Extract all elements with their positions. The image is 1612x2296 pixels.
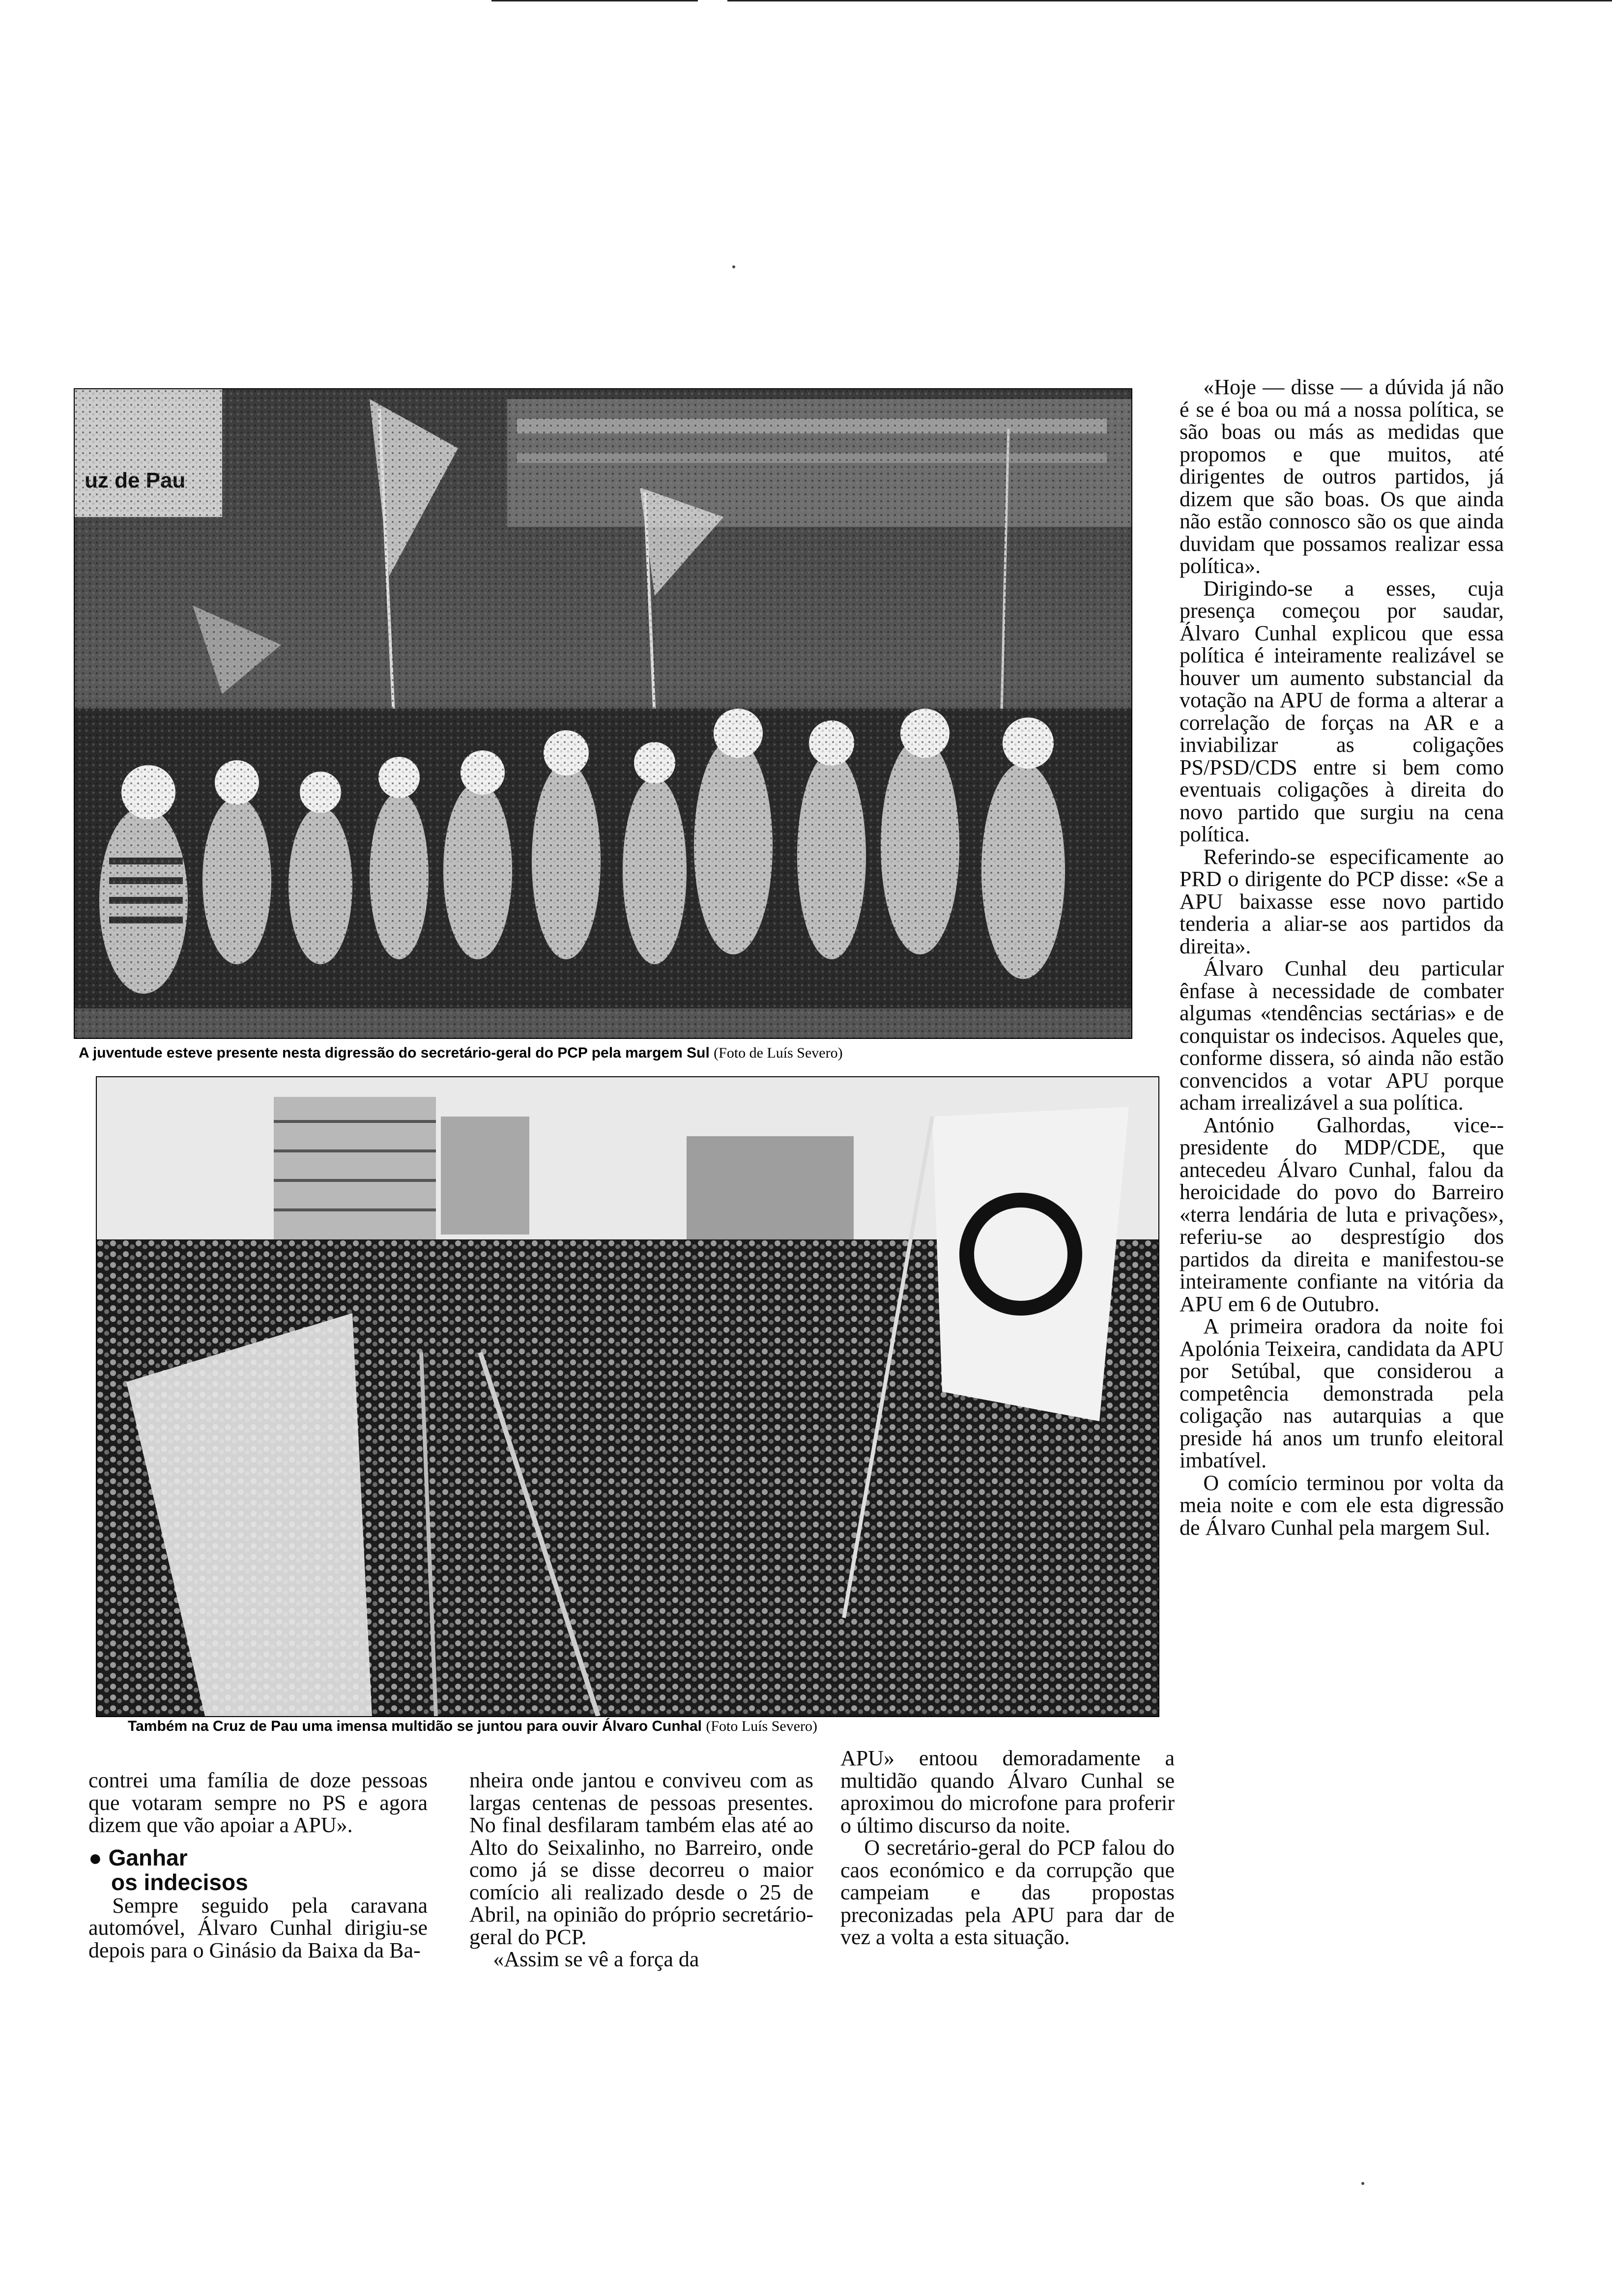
subhead-ganhar xyxy=(88,1845,428,1894)
photo-youth-march xyxy=(74,388,1132,1039)
crowd-photo-image xyxy=(75,389,1131,1038)
photo-1-credit: (Foto de Luís Severo) xyxy=(714,1045,843,1061)
article-column-2 xyxy=(469,1769,813,1971)
col4-paragraph-7: O comício terminou por volta da meia noite e com ele esta digressão de Álvaro Cunhal pela margem Sul. xyxy=(1180,1470,1504,1540)
col2-paragraph-1: nheira onde jantou e conviveu com as largas centenas de pessoas presentes. No final desfilaram também elas até ao Alto do Seixalinho, no Barreiro, onde como já se disse decorreu o maior comício ali realizado desde o 25 de Abril, na opinião do próprio secretário-geral do PCP. xyxy=(469,1768,813,1949)
col4-paragraph-6: A primeira oradora da noite foi Apolónia Teixeira, candidata da APU por Setúbal, que considerou a competência demonstrada pela coligação nas autarquias a que preside há anos um trunfo eleitoral imbatível. xyxy=(1180,1314,1504,1472)
article-column-3 xyxy=(840,1747,1175,1949)
rally-photo-image xyxy=(97,1077,1158,1716)
col2-paragraph-2: «Assim se vê a força da xyxy=(493,1947,699,1971)
col1-paragraph-2: Sempre seguido pela caravana automóvel, Álvaro Cunhal dirigiu-se depois para o Ginásio da Baixa da Ba- xyxy=(88,1893,428,1962)
col4-paragraph-1: «Hoje — disse — a dúvida já não é se é boa ou má a nossa política, se são boas ou más as medidas que propomos e que muitos, até dirigentes de outros partidos, já dizem que são boas. Os que ainda não estão connosco são os que ainda duvidam que possamos realizar essa política». xyxy=(1180,375,1504,578)
article-column-4 xyxy=(1180,376,1504,1539)
subhead-line-1: Ganhar xyxy=(108,1844,188,1870)
photo-1-caption-text: A juventude esteve presente nesta digressão do secretário-geral do PCP pela margem Sul xyxy=(79,1045,710,1061)
col3-paragraph-1: APU» entoou demoradamente a multidão quando Álvaro Cunhal se aproximou do microfone para proferir o último discurso da noite. xyxy=(840,1746,1175,1837)
photo-1-caption xyxy=(79,1044,843,1062)
scan-speck xyxy=(1361,2182,1364,2185)
photo-crowd-rally xyxy=(96,1076,1159,1717)
subhead-line-2: os indecisos xyxy=(111,1869,248,1895)
photo-2-caption xyxy=(128,1718,817,1735)
col4-paragraph-4: Álvaro Cunhal deu particular ênfase à necessidade de combater algumas «tendências sectárias» e de conquistar os indecisos. Aqueles que, conforme dissera, só ainda não estão convencidos a votar APU porque acham irrealizável a sua política. xyxy=(1180,956,1504,1115)
subhead-bullet-icon: ● xyxy=(88,1844,102,1870)
article-column-1 xyxy=(88,1769,428,1961)
col4-paragraph-5: António Galhordas, vice--presidente do MDP/CDE, que antecedeu Álvaro Cunhal, falou da heroicidade do povo do Barreiro «terra lendária de luta e privações», referiu-se ao desprestígio dos partidos da direita e manifestou-se inteiramente confiante na vitória da APU em 6 de Outubro. xyxy=(1180,1113,1504,1316)
photo-2-credit: (Foto Luís Severo) xyxy=(706,1718,817,1734)
photo-2-caption-text: Também na Cruz de Pau uma imensa multidão se juntou para ouvir Álvaro Cunhal xyxy=(128,1718,702,1734)
col4-paragraph-3: Referindo-se especificamente ao PRD o dirigente do PCP disse: «Se a APU baixasse esse novo partido tenderia a aliar-se aos partidos da direita». xyxy=(1180,844,1504,958)
col4-paragraph-2: Dirigindo-se a esses, cuja presença começou por saudar, Álvaro Cunhal explicou que essa política é inteiramente realizável se houver um aumento substancial da votação na APU de forma a alterar a correlação de forças na AR e a inviabilizar as coligações PS/PSD/CDS entre si bem como eventuais coligações à direita do novo partido que surgiu na cena política. xyxy=(1180,576,1504,846)
col1-intro-paragraph: contrei uma família de doze pessoas que votaram sempre no PS e agora dizem que vão apoiar a APU». xyxy=(88,1768,428,1837)
top-rule-right xyxy=(727,0,1612,1)
top-rule-left xyxy=(491,0,698,1)
scan-speck xyxy=(732,265,735,268)
col3-paragraph-2: O secretário-geral do PCP falou do caos económico e da corrupção que campeiam e das propostas preconizadas pela APU para dar de vez a volta a esta situação. xyxy=(840,1836,1175,1949)
